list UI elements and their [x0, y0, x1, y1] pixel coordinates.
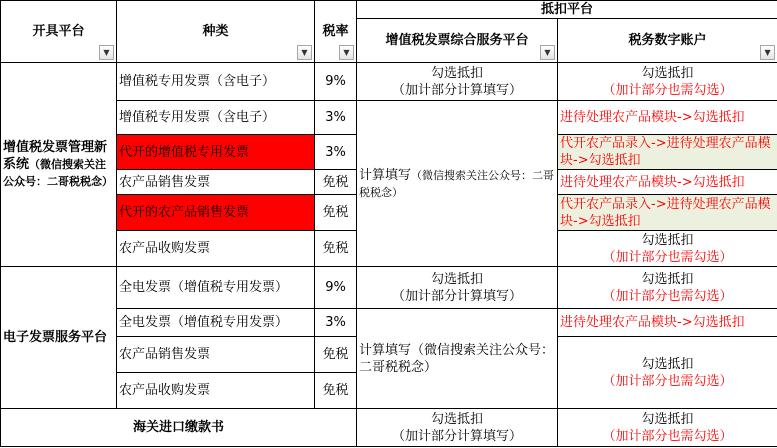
digital-deduct-cell[interactable]: 代开农产品录入->进待处理农产品模块->勾选抵扣: [558, 135, 777, 170]
deduct-text: 勾选抵扣: [641, 411, 694, 427]
deduct-text: 计算填写: [359, 167, 412, 183]
header-deduct-vat[interactable]: [357, 19, 558, 63]
header-type-label: 种类: [202, 24, 229, 39]
type-cell[interactable]: 农产品收购发票: [117, 373, 315, 409]
rate-cell[interactable]: 9%: [315, 63, 357, 101]
type-cell[interactable]: 农产品销售发票: [117, 170, 315, 195]
filter-dropdown-icon[interactable]: ▼: [540, 45, 555, 60]
deduct-note: （加计部分也需勾选）: [602, 373, 733, 389]
deduct-note: （加计部分计算填写）: [391, 82, 522, 98]
type-cell[interactable]: 增值税专用发票（含电子）: [117, 63, 315, 101]
digital-deduct-cell[interactable]: 进待处理农产品模块->勾选抵扣: [558, 309, 777, 337]
vat-deduct-merged-cell[interactable]: 计算填写（微信搜索关注公众号：二哥税税念）: [357, 309, 558, 409]
digital-deduct-merged-cell[interactable]: [558, 337, 777, 409]
deduct-text: 勾选抵扣: [641, 65, 694, 81]
vat-deduct-cell[interactable]: [357, 63, 558, 101]
rate-cell[interactable]: 3%: [315, 101, 357, 135]
rate-cell[interactable]: 3%: [315, 309, 357, 337]
filter-dropdown-icon[interactable]: ▼: [760, 45, 775, 60]
platform-cell-vat-system[interactable]: [1, 63, 117, 267]
type-cell[interactable]: 全电发票（增值税专用发票）: [117, 309, 315, 337]
type-cell[interactable]: 农产品销售发票: [117, 337, 315, 373]
platform-cell-e-invoice[interactable]: 电子发票服务平台: [1, 267, 117, 409]
customs-import-cell[interactable]: 海关进口缴款书: [1, 409, 357, 447]
header-type[interactable]: [117, 1, 315, 63]
type-cell[interactable]: 农产品收购发票: [117, 231, 315, 267]
deduct-note: （加计部分也需勾选）: [602, 82, 733, 98]
deduct-text: 勾选抵扣: [641, 356, 694, 372]
digital-deduct-cell[interactable]: 进待处理农产品模块->勾选抵扣: [558, 101, 777, 135]
deduct-text: 勾选抵扣: [430, 271, 483, 287]
filter-dropdown-icon[interactable]: ▼: [297, 45, 312, 60]
deduct-text: 勾选抵扣: [641, 232, 694, 248]
digital-deduct-cell[interactable]: [558, 409, 777, 447]
type-cell-highlighted[interactable]: 代开的增值税专用发票: [117, 135, 315, 170]
digital-deduct-cell[interactable]: [558, 231, 777, 267]
header-deduct-digital[interactable]: [558, 19, 777, 63]
digital-deduct-cell[interactable]: [558, 63, 777, 101]
rate-cell[interactable]: 免税: [315, 231, 357, 267]
type-cell[interactable]: 全电发票（增值税专用发票）: [117, 267, 315, 309]
header-rate[interactable]: [315, 1, 357, 63]
vat-deduct-merged-cell[interactable]: [357, 101, 558, 267]
header-platform[interactable]: [1, 1, 117, 63]
header-deduction-label: 抵扣平台: [541, 2, 594, 17]
header-rate-label: 税率: [322, 24, 349, 39]
rate-cell[interactable]: 免税: [315, 195, 357, 231]
header-deduction: [357, 1, 777, 19]
header-deduct-digital-label: 税务数字账户: [628, 33, 707, 48]
rate-cell[interactable]: 免税: [315, 337, 357, 373]
type-cell[interactable]: 增值税专用发票（含电子）: [117, 101, 315, 135]
header-platform-label: 开具平台: [32, 24, 85, 39]
platform-note: （微信搜索关注公众号：二哥税税念）: [3, 158, 113, 188]
platform-name: 增值税发票管理新系统: [3, 140, 108, 172]
vat-deduct-cell[interactable]: [357, 409, 558, 447]
deduct-note: （加计部分也需勾选）: [602, 428, 733, 444]
type-cell-highlighted[interactable]: 代开的农产品销售发票: [117, 195, 315, 231]
filter-dropdown-icon[interactable]: ▼: [99, 45, 114, 60]
deduct-text: 勾选抵扣: [430, 65, 483, 81]
rate-cell[interactable]: 9%: [315, 267, 357, 309]
deduct-note: （微信搜索关注公众号：二哥税税念）: [359, 168, 555, 199]
header-deduct-vat-label: 增值税发票综合服务平台: [385, 33, 529, 48]
deduct-text: 勾选抵扣: [430, 411, 483, 427]
deduct-text: 勾选抵扣: [641, 271, 694, 287]
deduct-note: （加计部分也需勾选）: [602, 288, 733, 304]
digital-deduct-cell[interactable]: 进待处理农产品模块->勾选抵扣: [558, 170, 777, 195]
deduct-note: （加计部分计算填写）: [391, 288, 522, 304]
vat-deduct-cell[interactable]: [357, 267, 558, 309]
rate-cell[interactable]: 免税: [315, 170, 357, 195]
deduct-note: （加计部分也需勾选）: [602, 249, 733, 265]
rate-cell[interactable]: 3%: [315, 135, 357, 170]
deduct-note: （加计部分计算填写）: [391, 428, 522, 444]
digital-deduct-cell[interactable]: 代开农产品录入->进待处理农产品模块->勾选抵扣: [558, 195, 777, 231]
filter-dropdown-icon[interactable]: ▼: [339, 45, 354, 60]
digital-deduct-cell[interactable]: [558, 267, 777, 309]
rate-cell[interactable]: 免税: [315, 373, 357, 409]
